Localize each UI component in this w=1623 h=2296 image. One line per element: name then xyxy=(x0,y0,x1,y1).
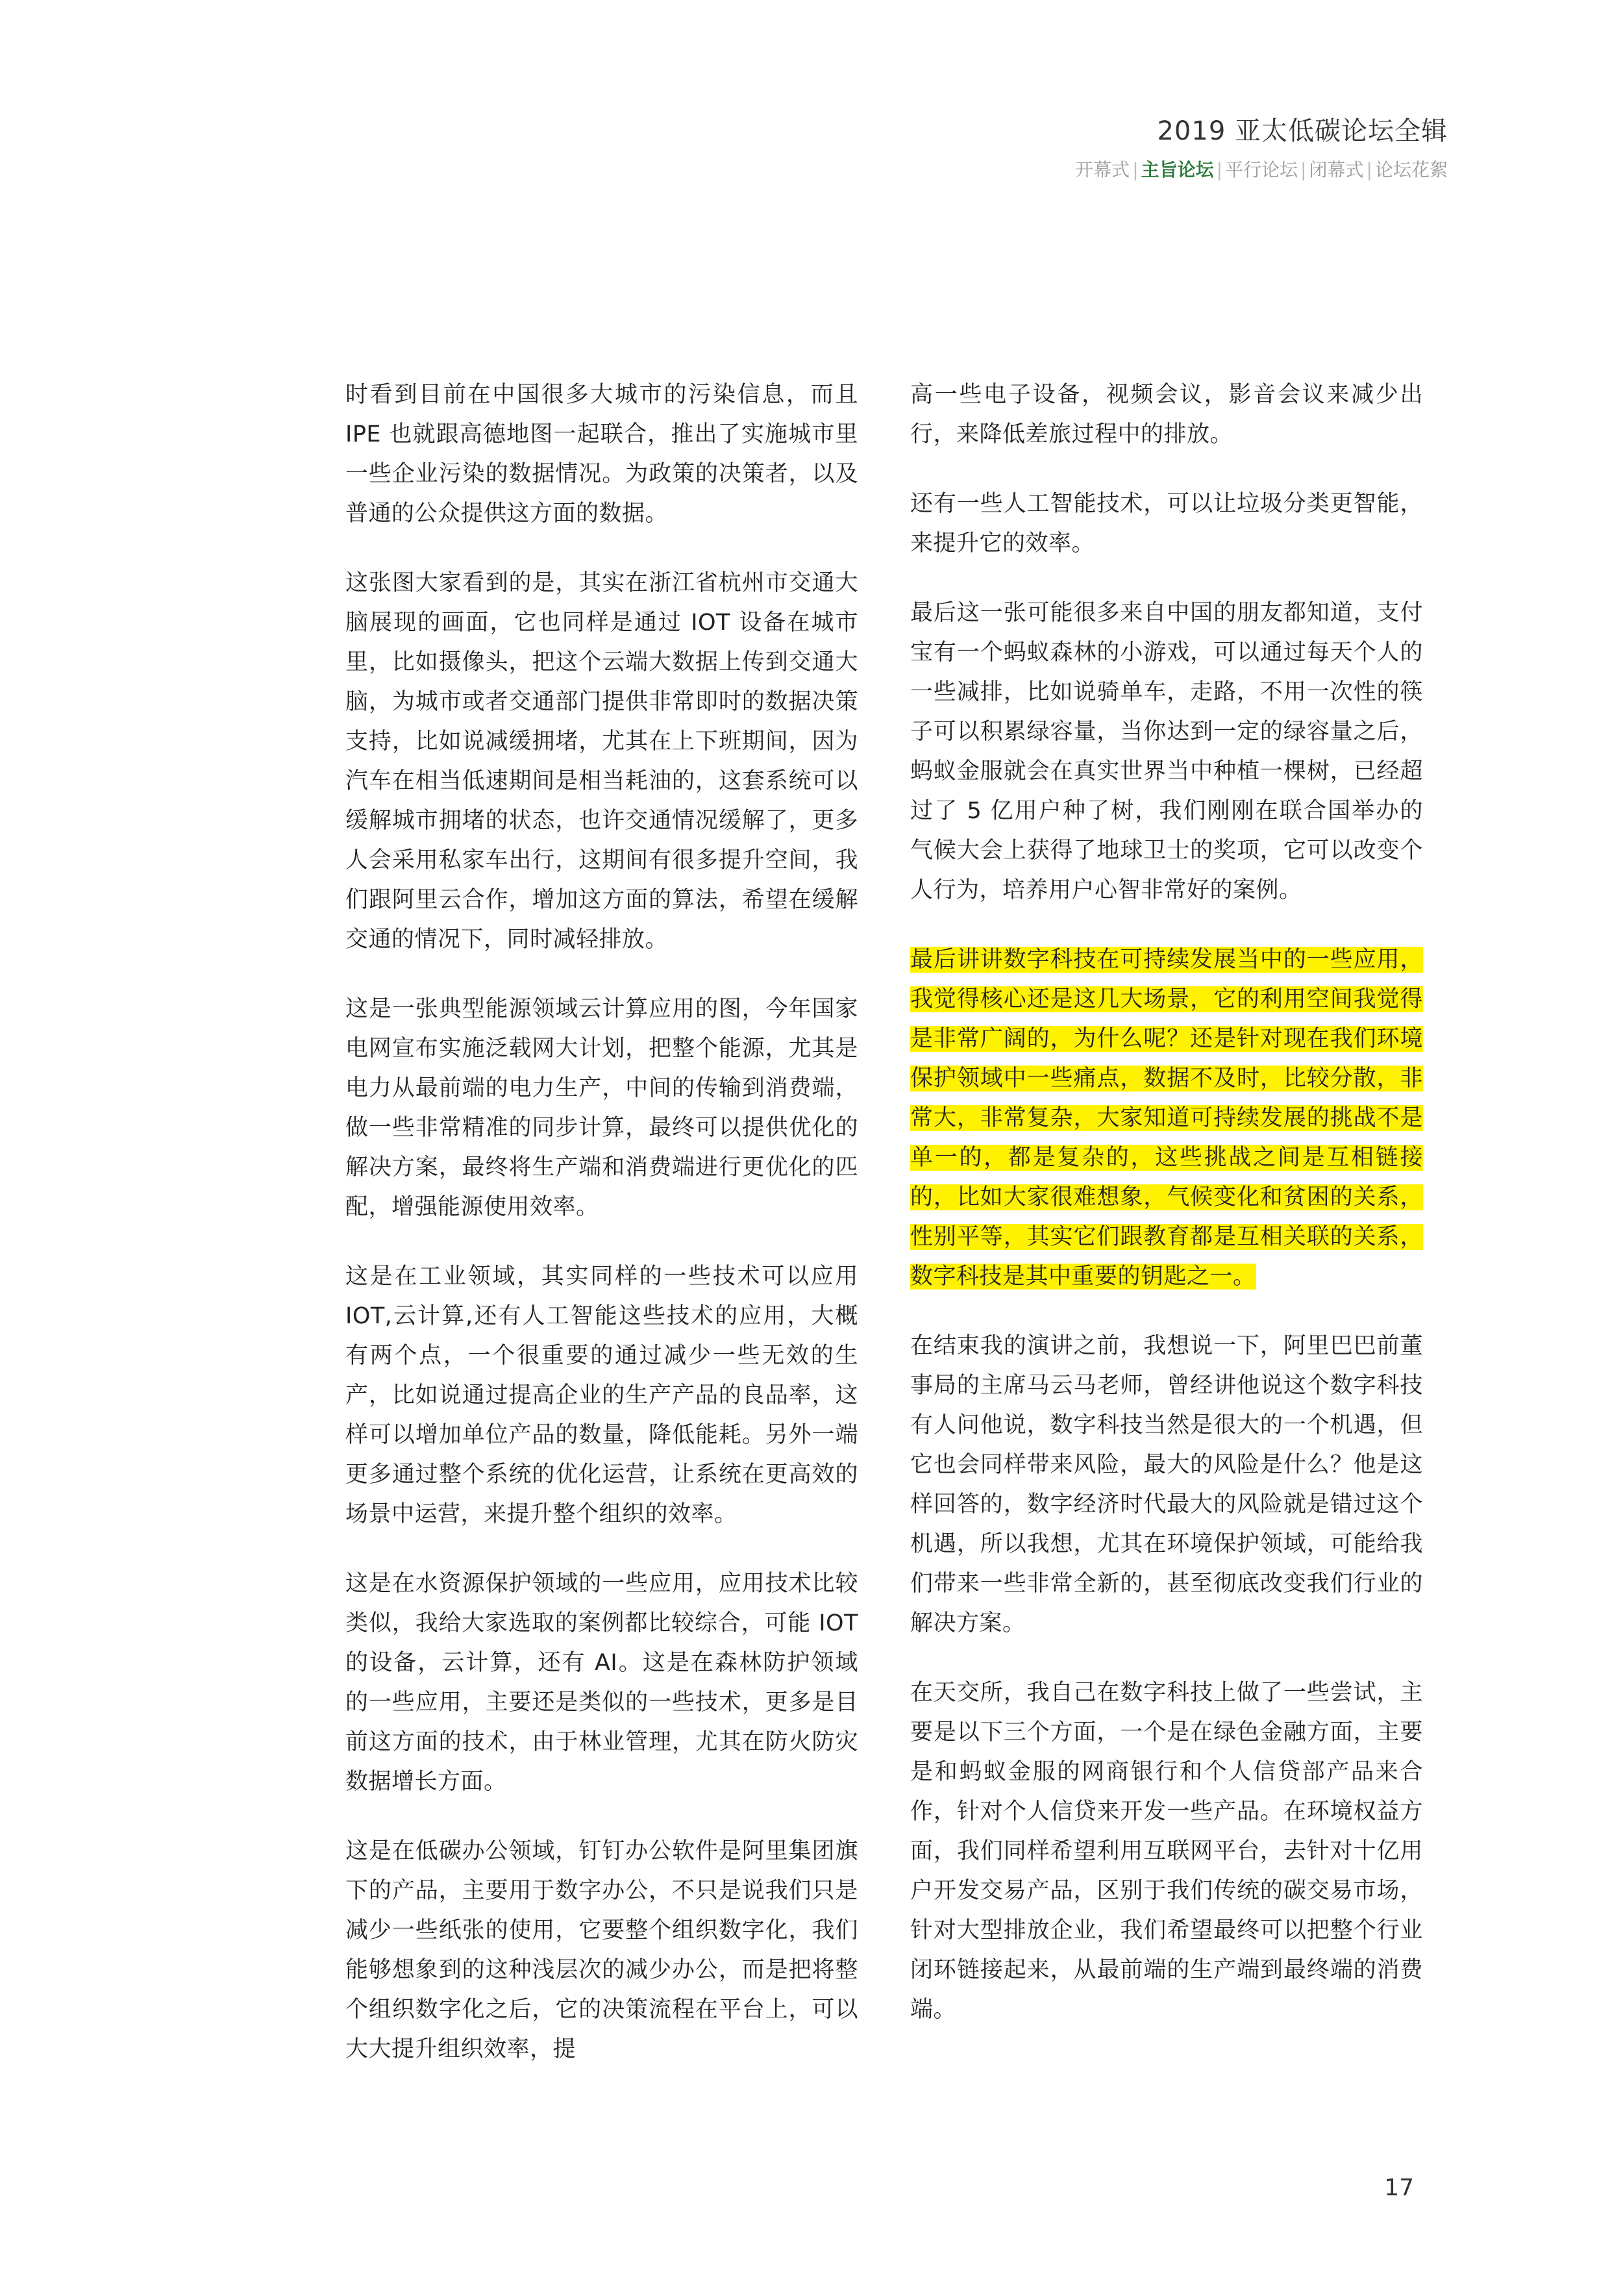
paragraph: 高一些电子设备，视频会议，影音会议来减少出行，来降低差旅过程中的排放。 xyxy=(910,382,1423,447)
paragraph: 时看到目前在中国很多大城市的污染信息，而且 IPE 也就跟高德地图一起联合，推出了实施城市里一些企业污染的数据情况。为政策的决策者，以及普通的公众提供这方面的数据。 xyxy=(345,382,858,527)
section-nav xyxy=(1075,156,1448,182)
nav-keynote[interactable]: 主旨论坛 xyxy=(1141,159,1214,181)
paragraph: 这是在水资源保护领域的一些应用，应用技术比较类似，我给大家选取的案例都比较综合，可能 IOT 的设备，云计算，还有 AI。这是在森林防护领域的一些应用，主要还是类似的一些技术，更多是目前这方面的技术，由于林业管理，尤其在防火防灾数据增长方面。 xyxy=(345,1571,858,1795)
nav-opening[interactable]: 开幕式 xyxy=(1075,159,1130,181)
left-column xyxy=(345,375,858,2099)
nav-separator: | xyxy=(1216,159,1223,181)
nav-parallel-forum[interactable]: 平行论坛 xyxy=(1225,159,1298,181)
nav-closing[interactable]: 闭幕式 xyxy=(1309,159,1364,181)
paragraph: 在结束我的演讲之前，我想说一下，阿里巴巴前董事局的主席马云马老师，曾经讲他说这个数字科技有人问他说，数字科技当然是很大的一个机遇，但它也会同样带来风险，最大的风险是什么？他是这样回答的，数字经济时代最大的风险就是错过这个机遇，所以我想，尤其在环境保护领域，可能给我们带来一些非常全新的，甚至彻底改变我们行业的解决方案。 xyxy=(910,1333,1423,1636)
nav-separator: | xyxy=(1132,159,1139,181)
paragraph: 最后这一张可能很多来自中国的朋友都知道，支付宝有一个蚂蚁森林的小游戏，可以通过每天个人的一些减排，比如说骑单车，走路，不用一次性的筷子可以积累绿容量，当你达到一定的绿容量之后，蚂蚁金服就会在真实世界当中种植一棵树，已经超过了 5 亿用户种了树，我们刚刚在联合国举办的气候大会上获得了地球卫士的奖项，它可以改变个人行为，培养用户心智非常好的案例。 xyxy=(910,600,1423,903)
nav-separator: | xyxy=(1300,159,1307,181)
paragraph: 在天交所，我自己在数字科技上做了一些尝试，主要是以下三个方面，一个是在绿色金融方面，主要是和蚂蚁金服的网商银行和个人信贷部产品来合作，针对个人信贷来开发一些产品。在环境权益方面，我们同样希望利用互联网平台，去针对十亿用户开发交易产品，区别于我们传统的碳交易市场，针对大型排放企业，我们希望最终可以把整个行业闭环链接起来，从最前端的生产端到最终端的消费端。 xyxy=(910,1680,1423,2023)
page-number: 17 xyxy=(1384,2175,1414,2201)
document-title: 2019 亚太低碳论坛全辑 xyxy=(1157,116,1448,146)
paragraph: 这是在低碳办公领域，钉钉办公软件是阿里集团旗下的产品，主要用于数字办公，不只是说我们只是减少一些纸张的使用，它要整个组织数字化，我们能够想象到的这种浅层次的减少办公，而是把将整个组织数字化之后，它的决策流程在平台上，可以大大提升组织效率，提 xyxy=(345,1838,858,2062)
highlighted-paragraph xyxy=(910,940,1423,1297)
highlighted-text: 最后讲讲数字科技在可持续发展当中的一些应用，我觉得核心还是这几大场景，它的利用空间我觉得是非常广阔的，为什么呢？还是针对现在我们环境保护领域中一些痛点，数据不及时，比较分散，非常大，非常复杂，大家知道可持续发展的挑战不是单一的，都是复杂的，这些挑战之间是互相链接的，比如大家很难想象，气候变化和贫困的关系，性别平等，其实它们跟教育都是互相关联的关系，数字科技是其中重要的钥匙之一。 xyxy=(910,947,1423,1290)
nav-highlights[interactable]: 论坛花絮 xyxy=(1374,159,1448,181)
right-column xyxy=(910,375,1423,2060)
paragraph: 这是一张典型能源领域云计算应用的图，今年国家电网宣布实施泛载网大计划，把整个能源，尤其是电力从最前端的电力生产，中间的传输到消费端，做一些非常精准的同步计算，最终可以提供优化的解决方案，最终将生产端和消费端进行更优化的匹配，增强能源使用效率。 xyxy=(345,996,858,1220)
paragraph: 这是在工业领域，其实同样的一些技术可以应用IOT,云计算,还有人工智能这些技术的应用，大概有两个点，一个很重要的通过减少一些无效的生产，比如说通过提高企业的生产产品的良品率，这样可以增加单位产品的数量，降低能耗。另外一端更多通过整个系统的优化运营，让系统在更高效的场景中运营，来提升整个组织的效率。 xyxy=(345,1264,858,1527)
nav-separator: | xyxy=(1366,159,1372,181)
paragraph: 这张图大家看到的是，其实在浙江省杭州市交通大脑展现的画面，它也同样是通过 IOT 设备在城市里，比如摄像头，把这个云端大数据上传到交通大脑，为城市或者交通部门提供非常即时的数据决策支持，比如说减缓拥堵，尤其在上下班期间，因为汽车在相当低速期间是相当耗油的，这套系统可以缓解城市拥堵的状态，也许交通情况缓解了，更多人会采用私家车出行，这期间有很多提升空间，我们跟阿里云合作，增加这方面的算法，希望在缓解交通的情况下，同时减轻排放。 xyxy=(345,570,858,953)
paragraph: 还有一些人工智能技术，可以让垃圾分类更智能，来提升它的效率。 xyxy=(910,491,1423,556)
